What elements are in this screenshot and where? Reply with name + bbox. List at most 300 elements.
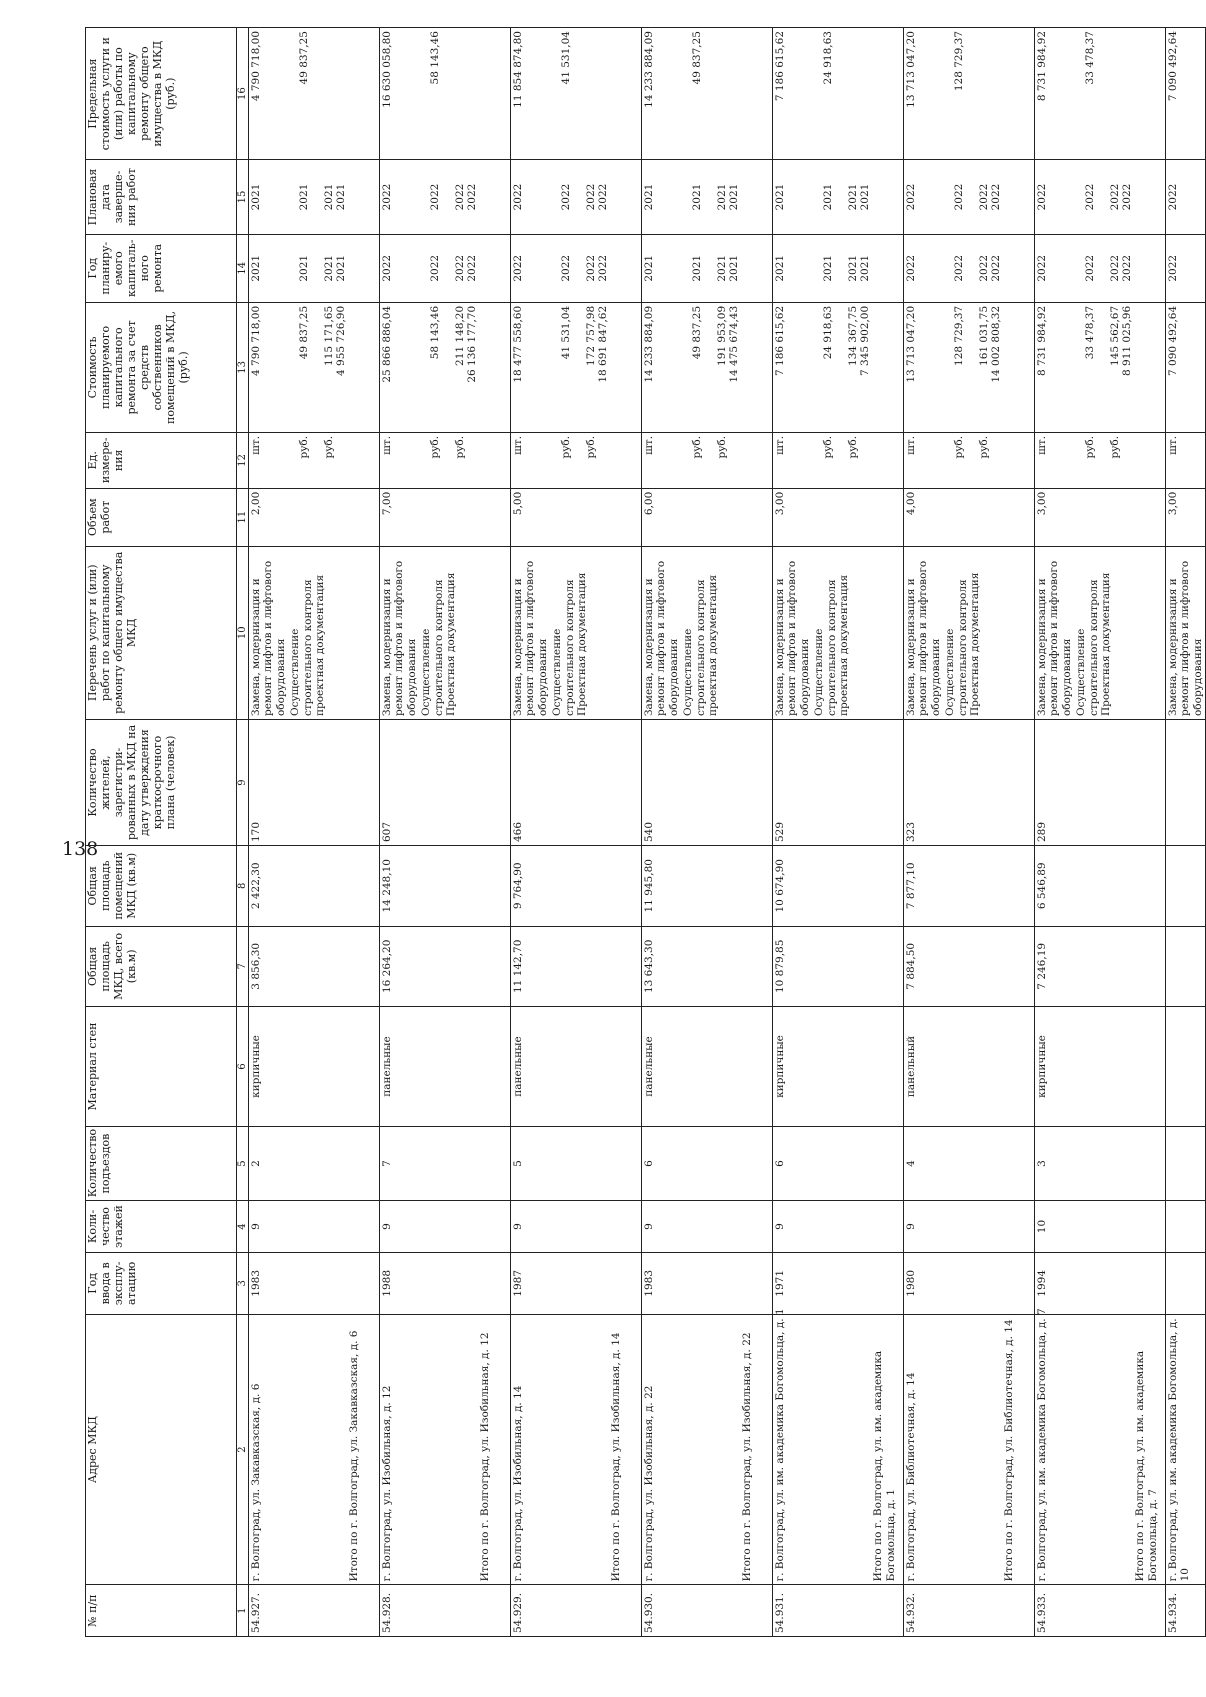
year: 2022 [429,254,442,282]
column-header: Год ввода в эксплу-атацию [86,1252,237,1314]
wall-material: кирпичные [773,1007,904,1127]
limit: 8 731 984,92 [1036,31,1048,102]
limit: 58 143,46 [429,31,442,85]
date: 2021 [774,183,786,211]
wall-material: панельные [642,1007,773,1127]
year: 2021 [846,254,859,282]
address-text: г. Волгоград, ул. Изобильная, д. 22 [643,1385,655,1582]
column-number: 11 [237,488,249,546]
capital-repair-table [85,27,1206,1637]
date: 2021 [822,183,835,211]
row-number: 54.931. [773,1585,904,1637]
table-row [904,28,1035,1637]
work-item: Осуществление строительного контроля [813,579,838,717]
limit: 49 837,25 [298,31,311,85]
costs [642,302,773,432]
unit: руб. [584,435,597,459]
work-item: Осуществление строительного контроля [420,579,445,717]
cost: 4 790 718,00 [250,305,262,376]
year: 2022 [905,254,917,282]
area-total: 16 264,20 [380,926,511,1007]
cost: 211 148,20 [453,305,466,366]
residents: 289 [1035,720,1166,846]
end-dates [249,160,380,234]
end-dates [773,160,904,234]
limit-costs [642,28,773,160]
date: 2022 [905,183,917,211]
year: 2022 [453,254,466,282]
unit: шт. [905,435,917,455]
area-total: 10 879,85 [773,926,904,1007]
date: 2022 [512,183,524,211]
address-text: г. Волгоград, ул. им. академика Богомольца, д. 7 [1036,1308,1048,1582]
row-number: 54.928. [380,1585,511,1637]
column-header: Общая площадь помещений МКД (кв.м) [86,846,237,927]
address-text: г. Волгоград, ул. Изобильная, д. 14 [512,1385,524,1582]
works-list [904,546,1035,719]
date: 2021 [643,183,655,211]
date: 2022 [560,183,573,211]
units [380,432,511,488]
column-header: Адрес МКД [86,1314,237,1585]
address [380,1314,511,1585]
limit: 128 729,37 [953,31,966,92]
limit-costs [249,28,380,160]
column-number-row [237,28,249,1637]
year: 2022 [1108,254,1121,282]
rotated-table-container [85,27,1204,1637]
total-year: 2022 [1121,254,1134,282]
cost: 58 143,46 [429,305,442,360]
address [511,1314,642,1585]
volume: 6,00 [642,488,773,546]
total-cost: 4 955 726,90 [335,305,348,376]
work-item: Замена, модернизация и ремонт лифтов и лифтового оборудования [250,560,287,717]
unit: руб. [822,435,835,459]
volume: 4,00 [904,488,1035,546]
units [773,432,904,488]
area-rooms: 9 764,90 [511,846,642,927]
limit: 49 837,25 [691,31,704,85]
repair-years [904,234,1035,302]
unit: руб. [560,435,573,459]
work-item: Замена, модернизация и ремонт лифтов и лифтового оборудования [1036,560,1073,717]
year-built: 1980 [904,1252,1035,1314]
limit: 14 233 884,09 [643,31,655,108]
column-header: Коли-чество этажей [86,1201,237,1253]
limit: 11 854 874,80 [512,31,524,108]
floors: 9 [642,1201,773,1253]
total-cost: 14 002 808,32 [990,305,1003,383]
work-item: Проектная документация [1099,572,1112,717]
floors: 9 [511,1201,642,1253]
year: 2022 [512,254,524,282]
area-rooms: 6 546,89 [1035,846,1166,927]
cost: 24 918,63 [822,305,835,360]
works-list [511,546,642,719]
column-header: Общая площадь МКД, всего (кв.м) [86,926,237,1007]
cost: 191 953,09 [715,305,728,366]
cost: 25 866 886,04 [381,305,393,383]
total-date: 2022 [466,183,479,211]
cost: 161 031,75 [977,305,990,366]
address: г. Волгоград, ул. им. академика Богомольца, д. 10 [1166,1314,1206,1585]
date: 2022 [953,183,966,211]
year: 2021 [643,254,655,282]
residents: 466 [511,720,642,846]
repair-years [249,234,380,302]
year: 2021 [715,254,728,282]
column-header: № п/п [86,1585,237,1637]
work-item: Проектная документация [444,572,457,717]
address [249,1314,380,1585]
entrances: 6 [773,1126,904,1200]
date: 2022 [1166,160,1206,234]
work-item: Замена, модернизация и ремонт лифтов и лифтового оборудования [1167,560,1204,717]
address-text: г. Волгоград, ул. Изобильная, д. 12 [381,1385,393,1582]
work-item: Осуществление строительного контроля [682,579,707,717]
unit: руб. [977,435,990,459]
wall-material: кирпичные [1035,1007,1166,1127]
volume: 3,00 [773,488,904,546]
cost: 49 837,25 [298,305,311,360]
volume: 7,00 [380,488,511,546]
entrances: 5 [511,1126,642,1200]
year: 2022 [953,254,966,282]
costs [380,302,511,432]
repair-years [511,234,642,302]
limit: 13 713 047,20 [905,31,917,108]
entrances: 6 [642,1126,773,1200]
table-body [249,28,1206,1637]
area-rooms: 14 248,10 [380,846,511,927]
date: 2022 [1108,183,1121,211]
column-number: 16 [237,28,249,160]
total-year: 2021 [859,254,872,282]
unit: руб. [691,435,704,459]
total-date: 2022 [597,183,610,211]
total-cost: 8 911 025,96 [1121,305,1134,376]
residents: 170 [249,720,380,846]
wall-material: кирпичные [249,1007,380,1127]
column-number: 4 [237,1201,249,1253]
volume: 3,00 [1166,488,1206,546]
date: 2021 [250,183,262,211]
column-header: Количество жителей, зарегистри-рованных в МКД на дату утверждения краткосрочного плана (человек) [86,720,237,846]
total-label: Итого по г. Волгоград, ул. Закавказская, д. 6 [348,1330,361,1582]
year: 2021 [822,254,835,282]
work-item: Осуществление строительного контроля [944,579,969,717]
column-header: Количество подъездов [86,1126,237,1200]
column-number: 15 [237,160,249,234]
work-item: Проектная документация [968,572,981,717]
address [904,1314,1035,1585]
date: 2021 [715,183,728,211]
limit: 7 186 615,62 [774,31,786,102]
wall-material: панельные [511,1007,642,1127]
end-dates [642,160,773,234]
limit: 16 630 058,80 [381,31,393,108]
column-number: 9 [237,720,249,846]
area-total: 11 142,70 [511,926,642,1007]
entrances: 4 [904,1126,1035,1200]
date: 2022 [429,183,442,211]
limit-costs [380,28,511,160]
work-item: Замена, модернизация и ремонт лифтов и лифтового оборудования [905,560,942,717]
work-item: Осуществление строительного контроля [289,579,314,717]
costs [904,302,1035,432]
total-year: 2021 [728,254,741,282]
year: 2021 [774,254,786,282]
year: 2021 [691,254,704,282]
column-header: Объем работ [86,488,237,546]
table-row [1035,28,1166,1637]
column-number: 6 [237,1007,249,1127]
row-number: 54.932. [904,1585,1035,1637]
units [1035,432,1166,488]
unit: руб. [1108,435,1121,459]
address-text: г. Волгоград, ул. им. академика Богомольца, д. 1 [774,1308,786,1582]
total-year: 2022 [597,254,610,282]
column-number: 14 [237,234,249,302]
year: 2021 [322,254,335,282]
year: 2022 [560,254,573,282]
cost: 18 477 558,60 [512,305,524,383]
work-item: проектная документация [706,574,719,717]
cost: 49 837,25 [691,305,704,360]
unit: шт. [250,435,262,455]
area-rooms: 2 422,30 [249,846,380,927]
cost: 134 367,75 [846,305,859,366]
table-row [642,28,773,1637]
header-row [86,28,237,1637]
works-list [380,546,511,719]
limit: 7 090 492,64 [1166,28,1206,160]
cost: 172 757,98 [584,305,597,366]
cost: 115 171,65 [322,305,335,366]
address [1035,1308,1166,1585]
total-cost: 14 475 674,43 [728,305,741,383]
date: 2022 [977,183,990,211]
column-number: 5 [237,1126,249,1200]
repair-years [380,234,511,302]
address [642,1314,773,1585]
date: 2022 [1084,183,1097,211]
volume: 3,00 [1035,488,1166,546]
limit-costs [904,28,1035,160]
end-dates [1035,160,1166,234]
column-header: Материал стен [86,1007,237,1127]
table-row [1166,28,1206,1637]
limit-costs [773,28,904,160]
entrances: 2 [249,1126,380,1200]
total-label: Итого по г. Волгоград, ул. Библиотечная, д. 14 [1003,1319,1016,1582]
costs [249,302,380,432]
unit: руб. [846,435,859,459]
column-number: 10 [237,546,249,719]
end-dates [904,160,1035,234]
units [511,432,642,488]
column-number: 8 [237,846,249,927]
end-dates [380,160,511,234]
column-number: 13 [237,302,249,432]
limit-costs [511,28,642,160]
cost: 33 478,37 [1084,305,1097,360]
residents: 540 [642,720,773,846]
area-total: 13 643,30 [642,926,773,1007]
year: 2022 [977,254,990,282]
unit: руб. [1084,435,1097,459]
area-rooms: 10 674,90 [773,846,904,927]
year-built: 1983 [249,1252,380,1314]
floors: 10 [1035,1201,1166,1253]
cost: 13 713 047,20 [905,305,917,383]
limit: 24 918,63 [822,31,835,85]
date: 2022 [1036,183,1048,211]
cost: 7 186 615,62 [774,305,786,376]
total-date: 2021 [335,183,348,211]
total-cost: 7 345 902,00 [859,305,872,376]
column-number: 3 [237,1252,249,1314]
area-total: 3 856,30 [249,926,380,1007]
cost: 41 531,04 [560,305,573,360]
year: 2021 [250,254,262,282]
area-rooms: 11 945,80 [642,846,773,927]
row-number: 54.930. [642,1585,773,1637]
floors: 9 [773,1201,904,1253]
date: 2021 [322,183,335,211]
column-number: 1 [237,1585,249,1637]
total-label: Итого по г. Волгоград, ул. Изобильная, д. 12 [479,1332,492,1582]
unit: шт. [643,435,655,455]
row-number: 54.933. [1035,1585,1166,1637]
residents: 607 [380,720,511,846]
cost: 14 233 884,09 [643,305,655,383]
cost: 7 090 492,64 [1166,302,1206,432]
total-cost: 26 136 177,70 [466,305,479,383]
unit: руб. [453,435,466,459]
work-item: Замена, модернизация и ремонт лифтов и лифтового оборудования [381,560,418,717]
floors: 9 [380,1201,511,1253]
wall-material: панельные [380,1007,511,1127]
table-row [380,28,511,1637]
column-header: Плановая дата заверше-ния работ [86,160,237,234]
limit: 4 790 718,00 [250,31,262,102]
total-date: 2022 [1121,183,1134,211]
unit: руб. [298,435,311,459]
total-label: Итого по г. Волгоград, ул. Изобильная, д. 14 [610,1332,623,1582]
residents: 529 [773,720,904,846]
column-header: Стоимость планируемого капитального ремонта за счет средств собственников помещений в МКД, (руб.) [86,302,237,432]
entrances: 3 [1035,1126,1166,1200]
work-item: Замена, модернизация и ремонт лифтов и лифтового оборудования [643,560,680,717]
year: 2022 [1036,254,1048,282]
table-row [249,28,380,1637]
date: 2022 [453,183,466,211]
address-text: г. Волгоград, ул. Закавказская, д. 6 [250,1383,262,1582]
work-item: Замена, модернизация и ремонт лифтов и лифтового оборудования [774,560,811,717]
total-year: 2022 [990,254,1003,282]
work-item: Осуществление строительного контроля [551,579,576,717]
work-item: Осуществление строительного контроля [1075,579,1100,717]
total-date: 2022 [990,183,1003,211]
column-header: Год планиру-емого капиталь-ного ремонта [86,234,237,302]
area-rooms: 7 877,10 [904,846,1035,927]
cost: 145 562,67 [1108,305,1121,366]
works-list [642,546,773,719]
page-number: 138 [62,838,99,860]
total-label: Итого по г. Волгоград, ул. им. академика Богомольца, д. 7 [1134,1350,1159,1582]
column-header: Предельная стоимость услуги и (или) работы по капитальному ремонту общего имущества в МКД (руб.) [86,28,237,160]
works-list [773,546,904,719]
costs [773,302,904,432]
repair-years [773,234,904,302]
limit: 33 478,37 [1084,31,1097,85]
work-item: проектная документация [837,574,850,717]
date: 2021 [846,183,859,211]
table-row [773,28,904,1637]
costs [1035,302,1166,432]
units [249,432,380,488]
unit: шт. [381,435,393,455]
year-built: 1988 [380,1252,511,1314]
unit: руб. [429,435,442,459]
cost: 128 729,37 [953,305,966,366]
works-list [1166,546,1206,719]
work-item: проектная документация [313,574,326,717]
column-number: 2 [237,1314,249,1585]
total-year: 2021 [335,254,348,282]
total-date: 2021 [728,183,741,211]
total-year: 2022 [466,254,479,282]
volume: 5,00 [511,488,642,546]
work-item: Замена, модернизация и ремонт лифтов и лифтового оборудования [512,560,549,717]
limit-costs [1035,28,1166,160]
units [904,432,1035,488]
unit: руб. [953,435,966,459]
date: 2022 [584,183,597,211]
unit: руб. [715,435,728,459]
total-date: 2021 [859,183,872,211]
year-built: 1983 [642,1252,773,1314]
floors: 9 [249,1201,380,1253]
row-number: 54.929. [511,1585,642,1637]
year: 2022 [584,254,597,282]
row-number: 54.927. [249,1585,380,1637]
volume: 2,00 [249,488,380,546]
area-total: 7 246,19 [1035,926,1166,1007]
unit: шт. [1036,435,1048,455]
date: 2021 [691,183,704,211]
repair-years [1035,234,1166,302]
units [642,432,773,488]
cost: 8 731 984,92 [1036,305,1048,376]
floors: 9 [904,1201,1035,1253]
costs [511,302,642,432]
area-total: 7 884,50 [904,926,1035,1007]
table-row [511,28,642,1637]
end-dates [511,160,642,234]
limit: 41 531,04 [560,31,573,85]
unit: руб. [322,435,335,459]
date: 2022 [381,183,393,211]
wall-material: панельный [904,1007,1035,1127]
unit: шт. [774,435,786,455]
works-list [1035,546,1166,719]
total-label: Итого по г. Волгоград, ул. им. академика Богомольца, д. 1 [872,1350,897,1582]
year: 2022 [381,254,393,282]
work-item: Проектная документация [575,572,588,717]
